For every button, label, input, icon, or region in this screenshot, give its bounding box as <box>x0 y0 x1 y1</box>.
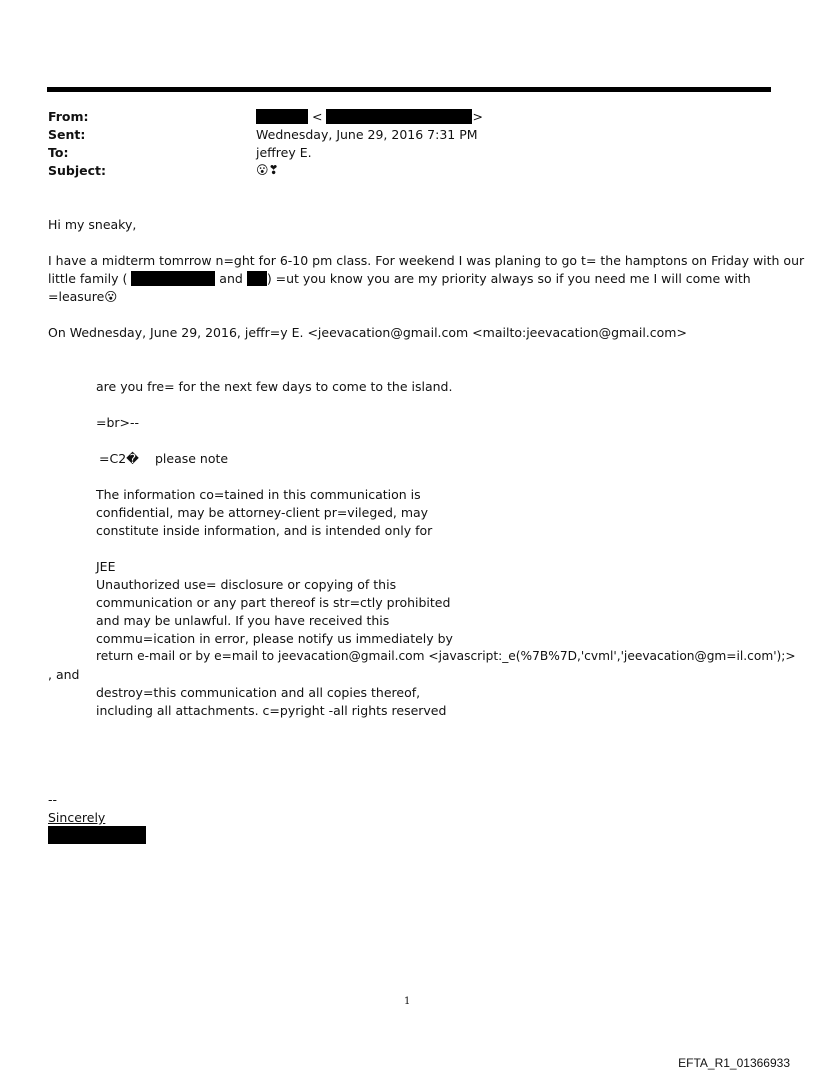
quote-line-3a: =C2� <box>99 451 139 466</box>
body-line-2 <box>48 271 751 286</box>
redacted-signature-name <box>48 826 146 844</box>
body-line-2-start: little family ( <box>48 271 128 286</box>
redacted-sender-email <box>326 109 472 124</box>
redacted-sender-name <box>256 109 308 124</box>
quote-line-9: communication or any part thereof is str=ctly prohibited <box>96 595 451 610</box>
from-open-bracket: < <box>311 109 323 124</box>
quote-line-7: JEE <box>96 559 116 574</box>
body-line-2-end: ) =ut you know you are my priority always so if you need me I will come with <box>266 271 751 286</box>
quote-line-2: =br>-- <box>96 415 140 430</box>
quote-line-15: including all attachments. c=pyright -all rights reserved <box>96 703 447 718</box>
page-number: 1 <box>404 996 411 1007</box>
quote-intro: On Wednesday, June 29, 2016, jeffr=y E. <jeevacation@gmail.com <mailto:jeevacation@gmail.com> <box>48 325 687 340</box>
from-close-bracket: > <box>472 109 483 124</box>
to-value: jeffrey E. <box>256 145 312 160</box>
quote-line-8: Unauthorized use= disclosure or copying of this <box>96 577 397 592</box>
quote-line-11: commu=ication in error, please notify us immediately by <box>96 631 453 646</box>
quote-line-1: are you fre= for the next few days to come to the island. <box>96 379 453 394</box>
quote-line-12: return e-mail or by e=mail to jeevacation@gmail.com <javascript:_e(%7B%7D,'cvml','jeevacation@gm=il.com');> <box>96 649 796 663</box>
from-label: From: <box>48 109 89 124</box>
document-id: EFTA_R1_01366933 <box>678 1056 790 1070</box>
quote-line-4: The information co=tained in this communication is <box>96 487 421 502</box>
sent-value: Wednesday, June 29, 2016 7:31 PM <box>256 127 478 142</box>
signature-dashes: -- <box>48 792 58 807</box>
quote-line-3b: please note <box>155 451 229 466</box>
redacted-name-1 <box>131 271 215 286</box>
redacted-name-2 <box>247 271 267 286</box>
body-line-2-and: and <box>219 271 243 286</box>
quote-line-6: constitute inside information, and is intended only for <box>96 523 433 538</box>
sent-label: Sent: <box>48 127 86 142</box>
greeting: Hi my sneaky, <box>48 217 137 232</box>
quote-line-5: confidential, may be attorney-client pr=vileged, may <box>96 505 429 520</box>
subject-value: 😮❣ <box>256 163 279 177</box>
quote-line-13: , and <box>48 667 80 682</box>
from-value <box>256 109 483 124</box>
to-label: To: <box>48 145 69 160</box>
signature-closing: Sincerely <box>48 810 106 825</box>
quote-line-14: destroy=this communication and all copies thereof, <box>96 685 421 700</box>
subject-label: Subject: <box>48 163 106 178</box>
body-line-1: I have a midterm tomrrow n=ght for 6-10 pm class. For weekend I was planing to go t= the hamptons on Friday with our <box>48 253 805 268</box>
body-line-3: =leasure😮 <box>48 289 118 304</box>
header-rule <box>47 87 771 92</box>
quote-line-10: and may be unlawful. If you have received this <box>96 613 390 628</box>
